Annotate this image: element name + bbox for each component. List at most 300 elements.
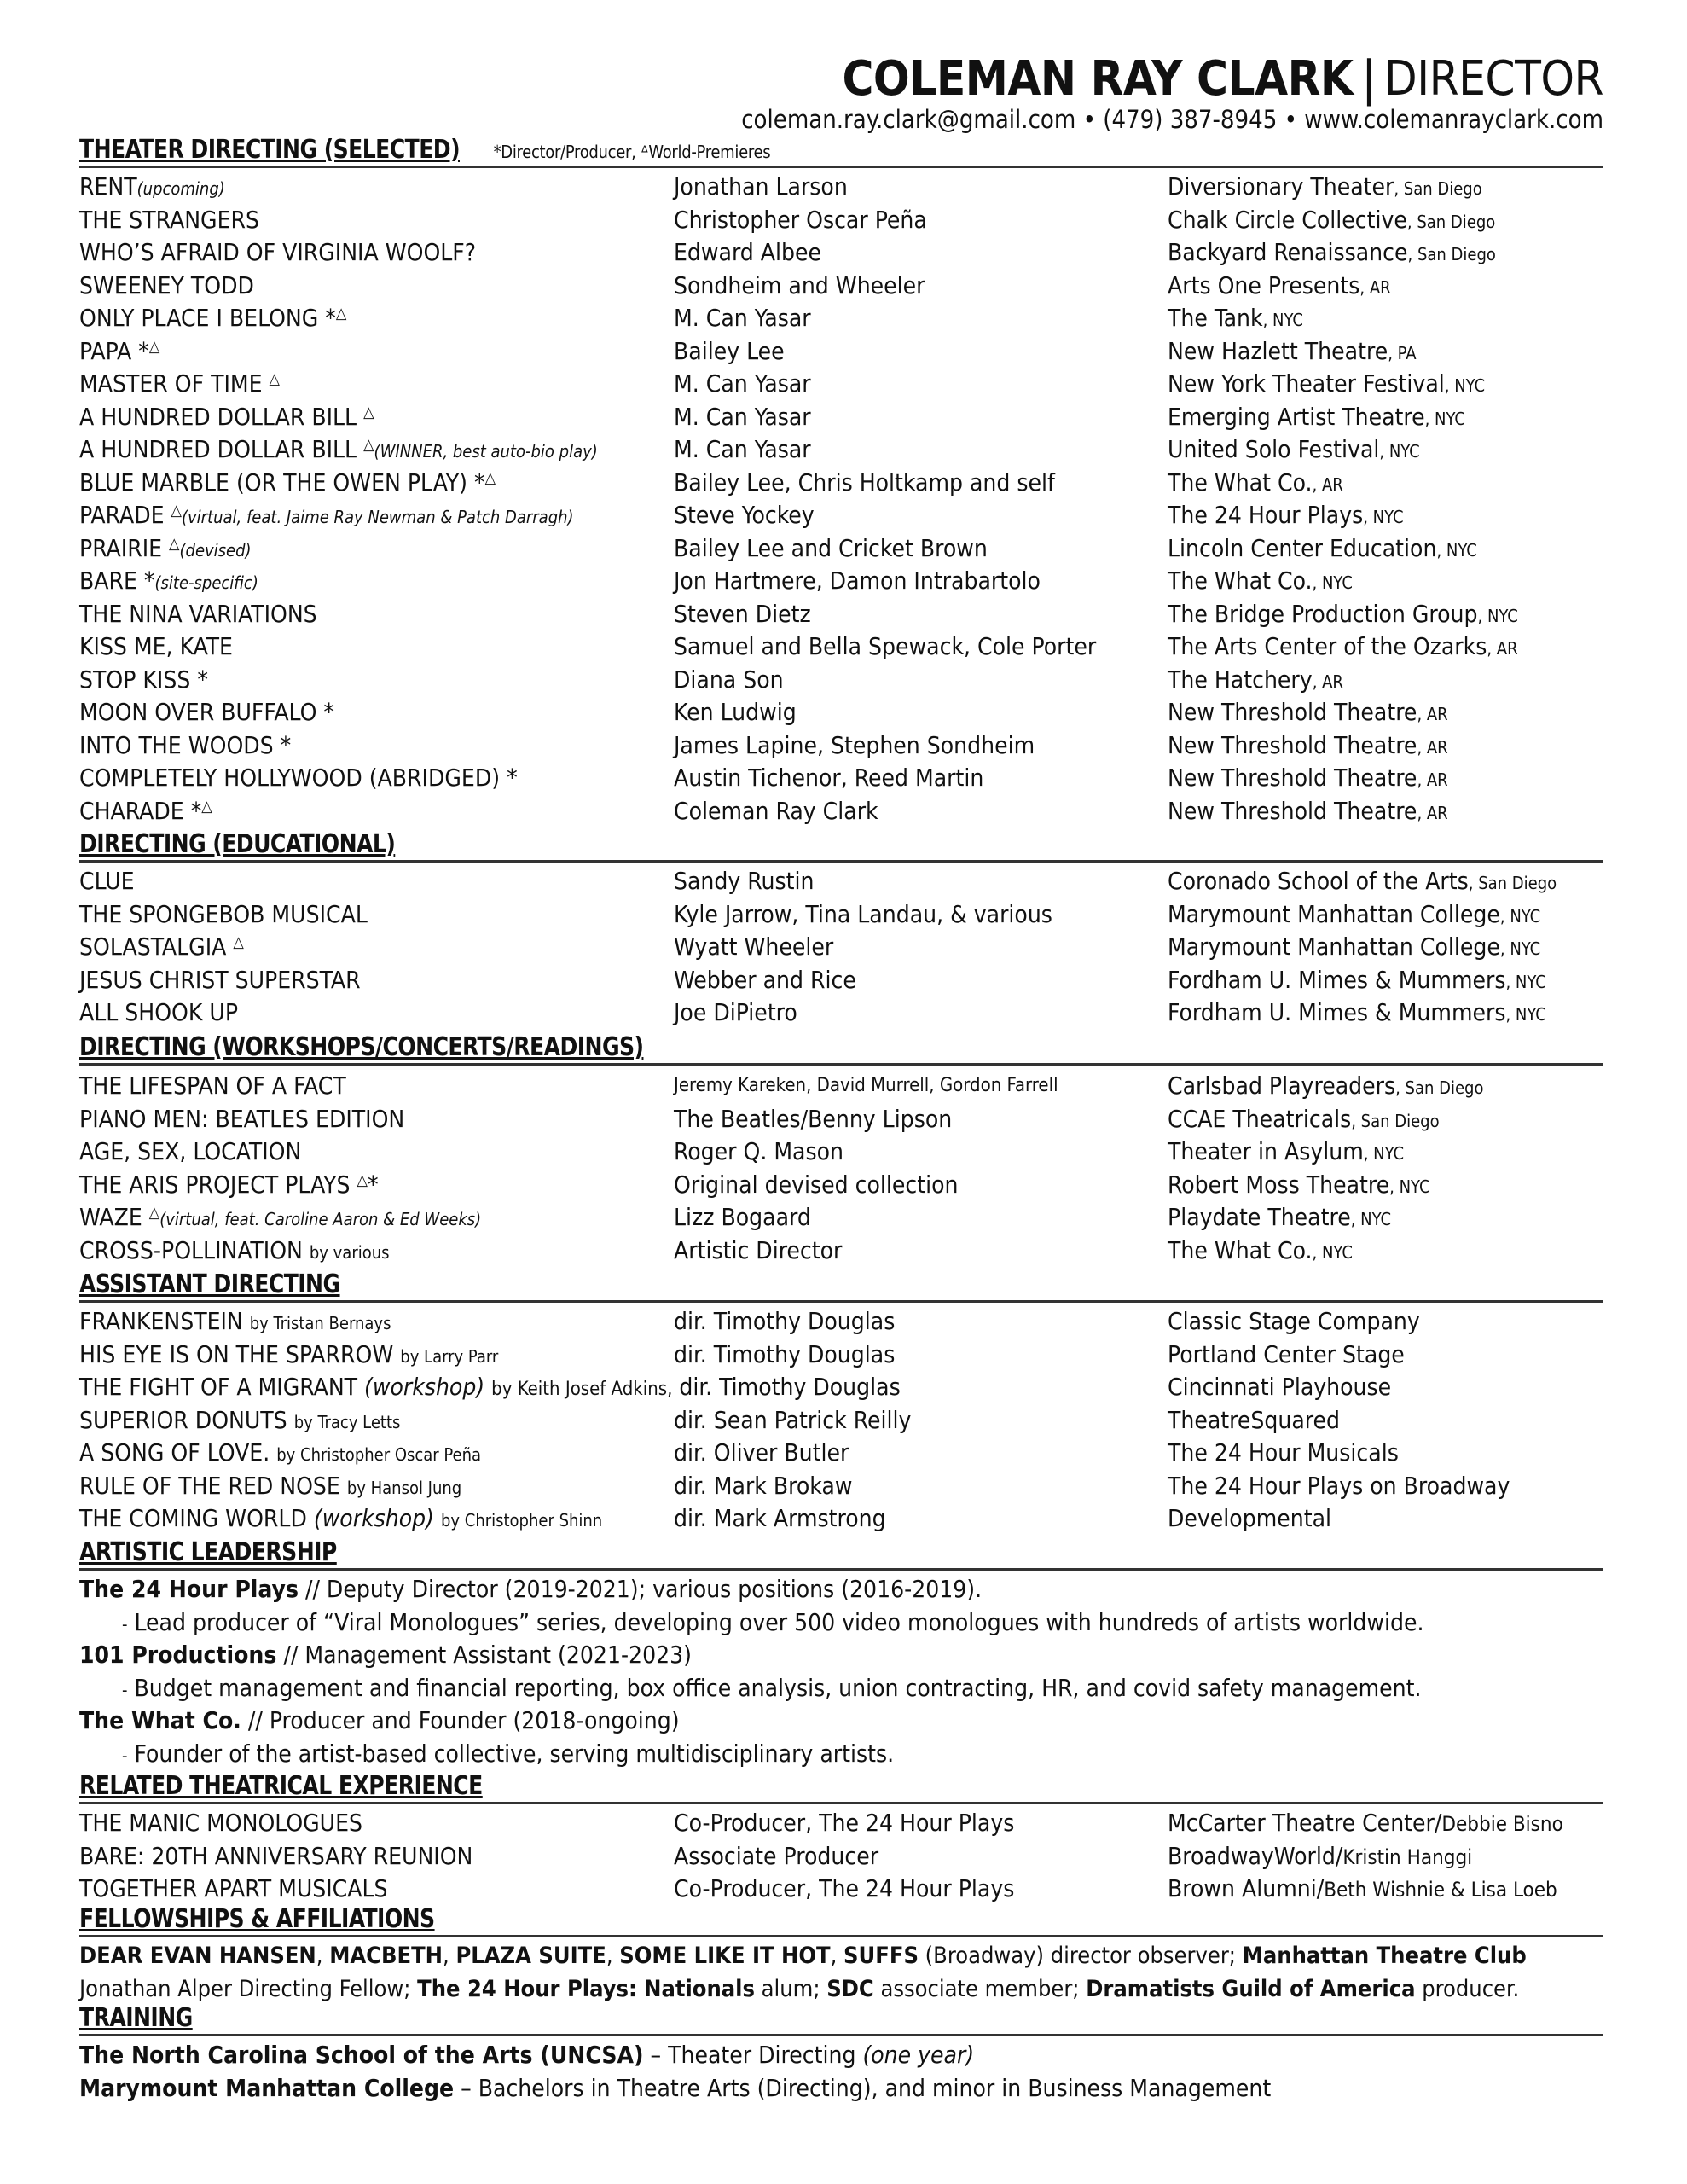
venue-name: The What Co. [1168,468,1313,497]
credit-author: Artistic Director [674,1235,843,1264]
credit-title-cell [79,865,135,897]
credit-row [79,931,1603,963]
credit-title-cell [79,499,574,535]
role-title: DIRECTOR [1383,51,1603,107]
venue-location: , NYC [1499,938,1541,959]
venue-location: , NYC [1505,971,1546,992]
credit-title-cell [79,795,212,831]
venue-location: , NYC [1499,905,1541,926]
credit-venue [1168,996,1546,1031]
credit-title-cell [79,1103,404,1136]
credit-venue [1168,964,1546,998]
bullet-text: Founder of the artist-based collective, serving multidisciplinary artists. [134,1739,895,1768]
credit-author: Steve Yockey [674,501,815,529]
credit-title-cell [79,1339,498,1373]
credit-venue: The 24 Hour Plays on Broadway [1168,1471,1510,1500]
production-title: SOLASTALGIA △ [79,932,244,961]
playwright: by Tracy Letts [293,1411,401,1432]
credit-title-cell [79,1371,901,1406]
section-legend: *Director/Producer, ᐞWorld-Premieres [493,142,771,162]
fellowships-line [79,1940,1603,1972]
collaborator: Debbie Bisno [1441,1812,1563,1836]
production-title: SUPERIOR DONUTS [79,1405,287,1434]
section-header-assistant [79,1269,1603,1303]
credit-venue [1168,696,1448,730]
credit-row [79,1234,1603,1267]
director: dir. Sean Patrick Reilly [674,1405,912,1434]
affiliation-text: , [830,1943,844,1969]
credit-title-cell [79,1136,301,1168]
credit-venue [1168,204,1495,238]
credit-row [79,696,1603,729]
leadership-bullet [79,1606,1646,1641]
production-title: MOON OVER BUFFALO * [79,698,335,726]
assistant-credit-row [79,1437,1603,1469]
credit-author: Steven Dietz [674,599,811,628]
resume-name-heading [842,49,1603,109]
credit-title-cell [79,1404,400,1438]
production-title: A HUNDRED DOLLAR BILL △ [79,435,374,463]
venue-location: , NYC [1505,1004,1546,1025]
credit-author: Jonathan Larson [674,172,848,200]
section-header-educational [79,829,1603,863]
world-premiere-mark: △ [484,468,496,487]
venue-location: , PA [1388,342,1417,363]
production-title: INTO THE WOODS * [79,730,292,759]
credit-author: Christopher Oscar Peña [674,205,927,234]
venue-location: , NYC [1389,1176,1430,1197]
venue-location: , San Diego [1395,1077,1484,1098]
playwright: by Tristan Bernays [249,1313,391,1333]
credit-venue [1168,335,1417,369]
world-premiere-mark: △ [233,933,244,951]
credit-venue: TheatreSquared [1168,1405,1341,1434]
production-title: A SONG OF LOVE. [79,1438,270,1467]
credit-row [79,1103,1603,1136]
production-title: PARADE △ [79,501,182,529]
program-description: – Theater Directing [643,2041,863,2069]
credit-row [79,467,1603,499]
credit-title-cell [79,696,334,729]
venue-name: The What Co. [1168,1235,1313,1264]
venue-name: Diversionary Theater [1168,172,1394,200]
credit-author: Ken Ludwig [674,698,797,726]
program-duration: (one year) [862,2041,975,2069]
world-premiere-mark: △ [335,305,347,322]
training-entry [79,2039,1603,2071]
credit-author: The Beatles/Benny Lipson [674,1104,953,1133]
credit-row [79,499,1603,531]
credit-row [79,236,1603,269]
credit-note: (site-specific) [154,572,258,593]
credit-venue [1168,236,1496,270]
venue-location: , NYC [1363,507,1404,527]
credit-author: Jeremy Kareken, David Murrell, Gordon Farrell [674,1075,1058,1096]
organization-name: The What Co. [79,1706,241,1734]
credit-venue [1168,1070,1483,1104]
venue-location: , AR [1359,276,1391,298]
project-role: Co-Producer, The 24 Hour Plays [674,1874,1015,1902]
bullet-mark: - [122,1745,128,1766]
credit-venue [1168,729,1448,764]
venue-name: Carlsbad Playreaders [1168,1072,1396,1100]
credit-venue [1168,565,1353,599]
venue-name: New Threshold Theatre [1168,730,1417,759]
affiliation-name: PLAZA SUITE [455,1943,606,1969]
credit-title-cell [79,1169,379,1205]
credit-row [79,729,1603,762]
credit-author: Webber and Rice [674,965,856,994]
credit-author: Jon Hartmere, Damon Intrabartolo [674,566,1041,595]
production-title: THE STRANGERS [79,205,259,234]
credit-venue [1168,795,1448,829]
venue-name: Marymount Manhattan College [1168,932,1500,961]
venue-name: New York Theater Festival [1168,369,1445,398]
credit-author: Lizz Bogaard [674,1203,811,1231]
credit-venue: Classic Stage Company [1168,1307,1420,1335]
production-title: JESUS CHRIST SUPERSTAR [79,965,361,994]
venue-name: United Solo Festival [1168,435,1380,463]
production-title: MASTER OF TIME △ [79,369,280,398]
production-title: PRAIRIE △ [79,533,180,562]
credit-venue [1168,499,1404,533]
credit-author: Bailey Lee, Chris Holtkamp and self [674,468,1055,497]
credit-note: (virtual, feat. Caroline Aaron & Ed Weeks) [159,1209,482,1229]
credit-author: Joe DiPietro [674,998,797,1026]
section-title: ARTISTIC LEADERSHIP [79,1537,337,1567]
position-detail: // Producer and Founder (2018-ongoing) [241,1706,680,1734]
project-venue [1168,1807,1563,1840]
credit-title-cell [79,532,252,568]
affiliation-name: MACBETH [329,1943,443,1969]
affiliation-name: Manhattan Theatre Club [1242,1943,1527,1969]
venue-name: CCAE Theatricals [1168,1104,1352,1133]
position-detail: // Deputy Director (2019-2021); various positions (2016-2019). [298,1575,983,1603]
venue-name: The Hatchery [1168,665,1313,694]
credit-title-cell [79,1201,481,1237]
organization-name: The 24 Hour Plays [79,1575,299,1603]
credit-row [79,1136,1603,1168]
credit-author: Bailey Lee and Cricket Brown [674,533,988,562]
credit-author: James Lapine, Stephen Sondheim [674,730,1035,759]
credit-author: M. Can Yasar [674,435,811,463]
production-title: ONLY PLACE I BELONG *△ [79,304,347,332]
section-header-training [79,2003,1603,2036]
bullet-text: Budget management and financial reporting, box office analysis, union contracting, HR, and covid safety management. [134,1673,1422,1702]
related-row [79,1873,1603,1905]
director: dir. Timothy Douglas [679,1373,901,1401]
credit-title-cell [79,433,598,469]
credit-author: Coleman Ray Clark [674,796,878,825]
section-header-workshops [79,1032,1603,1066]
credit-note: (WINNER, best auto-bio play) [374,441,598,462]
venue-name: Emerging Artist Theatre [1168,402,1425,431]
credit-title-cell [79,1470,461,1504]
credit-title-cell [79,270,254,302]
credit-note: (devised) [179,539,252,561]
training-entry [79,2072,1603,2105]
production-title: PIANO MEN: BEATLES EDITION [79,1104,405,1133]
credit-title-cell [79,335,159,371]
world-premiere-mark: △ [148,337,160,356]
production-title: THE LIFESPAN OF A FACT [79,1072,346,1100]
credit-venue [1168,401,1465,435]
venue-location: , NYC [1262,310,1303,330]
credit-author: Wyatt Wheeler [674,932,834,961]
credit-note: (virtual, feat. Jaime Ray Newman & Patch Darragh) [182,507,574,527]
related-row [79,1840,1603,1873]
venue-location: , NYC [1424,408,1465,429]
world-premiere-mark: △ [148,1204,160,1222]
title-separator: | [1361,51,1376,107]
credit-row [79,964,1603,996]
contact-line: coleman.ray.clark@gmail.com • (479) 387-8945 • www.colemanrayclark.com [741,105,1603,134]
leadership-entry [79,1573,1603,1606]
credit-author: Diana Son [674,665,784,694]
section-title: FELLOWSHIPS & AFFILIATIONS [79,1904,435,1934]
production-title: ALL SHOOK UP [79,998,239,1026]
director: dir. Timothy Douglas [674,1339,896,1368]
playwright: by Hansol Jung [346,1477,462,1498]
assistant-credit-row [79,1305,1603,1338]
section-title: THEATER DIRECTING (SELECTED) [79,135,460,165]
credit-title-cell [79,401,374,437]
credit-title-cell [79,1437,481,1471]
credit-title-cell [79,996,238,1029]
credit-venue [1168,467,1343,501]
credit-row [79,996,1603,1029]
credit-venue [1168,865,1557,899]
production-title: CLUE [79,867,135,895]
affiliation-text: , [606,1943,620,1969]
credit-venue [1168,368,1485,402]
credit-venue [1168,532,1477,566]
credit-author: M. Can Yasar [674,304,811,332]
world-premiere-mark: △ [357,1170,368,1189]
production-title: PAPA *△ [79,336,160,365]
venue-location: , San Diego [1468,873,1557,893]
credit-note: (workshop) [364,1373,485,1401]
credit-venue [1168,270,1391,304]
credit-venue [1168,664,1343,698]
production-title: BARE * [79,566,155,595]
affiliation-text: , [443,1943,456,1969]
production-title: BLUE MARBLE (OR THE OWEN PLAY) *△ [79,468,496,497]
production-title: WAZE △ [79,1203,160,1231]
production-title: CHARADE *△ [79,796,212,825]
credit-row [79,898,1603,931]
bullet-mark: - [122,1613,128,1635]
credit-title-cell [79,630,233,663]
venue-name: New Threshold Theatre [1168,796,1417,825]
credit-title-cell [79,204,259,236]
world-premiere-mark: △ [363,436,374,454]
credit-row [79,630,1603,663]
project-title: THE MANIC MONOLOGUES [79,1809,363,1837]
credit-row [79,795,1603,828]
director: dir. Oliver Butler [674,1438,849,1467]
world-premiere-mark: △ [169,534,180,553]
credit-venue [1168,1201,1391,1235]
credit-venue [1168,762,1448,796]
credit-title-cell [79,302,346,338]
credit-venue: Cincinnati Playhouse [1168,1373,1392,1401]
credit-venue [1168,1169,1430,1203]
credit-author: Bailey Lee [674,336,785,365]
credit-note: by various [309,1241,390,1263]
bullet-mark: - [122,1679,128,1700]
school-name: The North Carolina School of the Arts (UNCSA) [79,2041,644,2069]
credit-title-cell [79,762,518,794]
credit-note: (upcoming) [136,178,225,199]
affiliation-text: alum; [754,1975,827,2002]
credit-title-cell [79,368,280,404]
collaborator: Kristin Hanggi [1342,1844,1473,1869]
venue-name: Fordham U. Mimes & Mummers [1168,965,1506,994]
project-role: Associate Producer [674,1841,879,1870]
world-premiere-mark: △ [363,403,374,421]
credit-row [79,664,1603,696]
venue-location: , AR [1417,802,1448,823]
project-venue [1168,1873,1557,1906]
production-title: HIS EYE IS ON THE SPARROW [79,1339,394,1368]
director: dir. Timothy Douglas [674,1307,896,1335]
venue-location: , NYC [1379,441,1420,462]
credit-row [79,401,1603,433]
credit-venue [1168,898,1540,932]
production-title: THE NINA VARIATIONS [79,599,317,628]
venue-location: , NYC [1350,1209,1392,1229]
director: dir. Mark Armstrong [674,1504,886,1532]
section-title: ASSISTANT DIRECTING [79,1269,340,1299]
venue-name: The Tank [1168,304,1263,332]
venue-name: The Arts Center of the Ozarks [1168,632,1487,660]
credit-venue: The 24 Hour Musicals [1168,1438,1399,1467]
credit-author: Original devised collection [674,1170,959,1199]
venue-name: McCarter Theatre Center/ [1168,1809,1442,1837]
section-header-related [79,1771,1603,1804]
production-title: AGE, SEX, LOCATION [79,1137,302,1165]
credit-row [79,433,1603,466]
production-title: THE COMING WORLD [79,1504,307,1532]
affiliation-text: , [316,1943,330,1969]
credit-title-cell [79,1305,391,1339]
credit-venue [1168,1136,1404,1170]
project-venue [1168,1840,1472,1873]
venue-name: Backyard Renaissance [1168,238,1408,266]
affiliation-text: associate member; [873,1975,1087,2002]
project-title: TOGETHER APART MUSICALS [79,1874,388,1902]
playwright: by Larry Parr [400,1345,499,1367]
credit-venue [1168,171,1482,205]
credit-title-cell [79,598,317,630]
credit-venue: Portland Center Stage [1168,1339,1405,1368]
assistant-credit-row [79,1371,1603,1403]
affiliation-name: The 24 Hour Plays: Nationals [417,1975,755,2002]
credit-venue: Developmental [1168,1504,1332,1532]
credit-author: Kyle Jarrow, Tina Landau, & various [674,899,1052,928]
credit-author: Roger Q. Mason [674,1137,844,1165]
world-premiere-mark: △ [201,797,212,816]
credit-row [79,598,1603,630]
related-row [79,1807,1603,1839]
credit-author: Sondheim and Wheeler [674,270,925,299]
credit-author: M. Can Yasar [674,402,811,431]
credit-row [79,762,1603,794]
credit-venue [1168,630,1518,665]
venue-name: BroadwayWorld/ [1168,1841,1343,1870]
venue-location: , AR [1417,704,1448,724]
credit-row [79,1070,1603,1102]
affiliation-name: SOME LIKE IT HOT [619,1943,831,1969]
venue-location: , AR [1312,473,1343,495]
credit-row [79,1201,1603,1234]
venue-location: , NYC [1477,605,1518,626]
credit-author: M. Can Yasar [674,369,811,398]
venue-name: Playdate Theatre [1168,1203,1351,1231]
section-title: RELATED THEATRICAL EXPERIENCE [79,1771,483,1801]
venue-location: , AR [1487,638,1518,659]
credit-venue [1168,598,1518,632]
credit-row [79,368,1603,400]
credit-title-cell [79,729,291,762]
credit-venue [1168,302,1303,336]
credit-venue [1168,1103,1440,1137]
production-title: RENT [79,172,137,200]
venue-location: , San Diego [1406,211,1496,232]
credit-title-cell [79,1234,390,1269]
production-title: STOP KISS * [79,665,208,694]
credit-title-cell [79,1070,346,1102]
production-title: CROSS-POLLINATION [79,1235,303,1264]
position-detail: // Management Assistant (2021-2023) [276,1641,692,1669]
credit-row [79,532,1603,565]
leadership-entry [79,1639,1603,1671]
venue-name: Arts One Presents [1168,270,1360,299]
venue-name: New Threshold Theatre [1168,698,1417,726]
section-title: DIRECTING (WORKSHOPS/CONCERTS/READINGS) [79,1032,644,1062]
playwright: by Keith Josef Adkins, [491,1379,673,1400]
leadership-entry [79,1705,1603,1737]
playwright: by Christopher Oscar Peña [276,1444,482,1465]
credit-title-cell [79,931,244,967]
assistant-credit-row [79,1404,1603,1437]
production-title: SWEENEY TODD [79,270,254,299]
credit-row [79,171,1603,203]
production-title: COMPLETELY HOLLYWOOD (ABRIDGED) * [79,764,518,792]
affiliation-name: SUFFS [844,1943,919,1969]
credit-title-cell [79,1502,602,1536]
venue-location: , San Diego [1407,244,1496,264]
venue-name: New Threshold Theatre [1168,764,1417,792]
venue-location: , NYC [1363,1143,1405,1164]
venue-name: Brown Alumni/ [1168,1874,1325,1902]
venue-location: , NYC [1444,375,1486,396]
venue-name: Coronado School of the Arts [1168,867,1469,895]
project-title: BARE: 20TH ANNIVERSARY REUNION [79,1841,473,1870]
world-premiere-mark: △ [171,502,182,520]
venue-name: New Hazlett Theatre [1168,336,1388,365]
venue-name: Lincoln Center Education [1168,533,1437,562]
credit-row [79,565,1603,597]
section-header-theater-directing [79,135,1603,168]
production-title: FRANKENSTEIN [79,1307,243,1335]
credit-row [79,865,1603,897]
school-name: Marymount Manhattan College [79,2073,455,2102]
credit-row [79,1169,1603,1201]
production-title: THE ARIS PROJECT PLAYS △* [79,1170,379,1199]
project-role: Co-Producer, The 24 Hour Plays [674,1809,1015,1837]
